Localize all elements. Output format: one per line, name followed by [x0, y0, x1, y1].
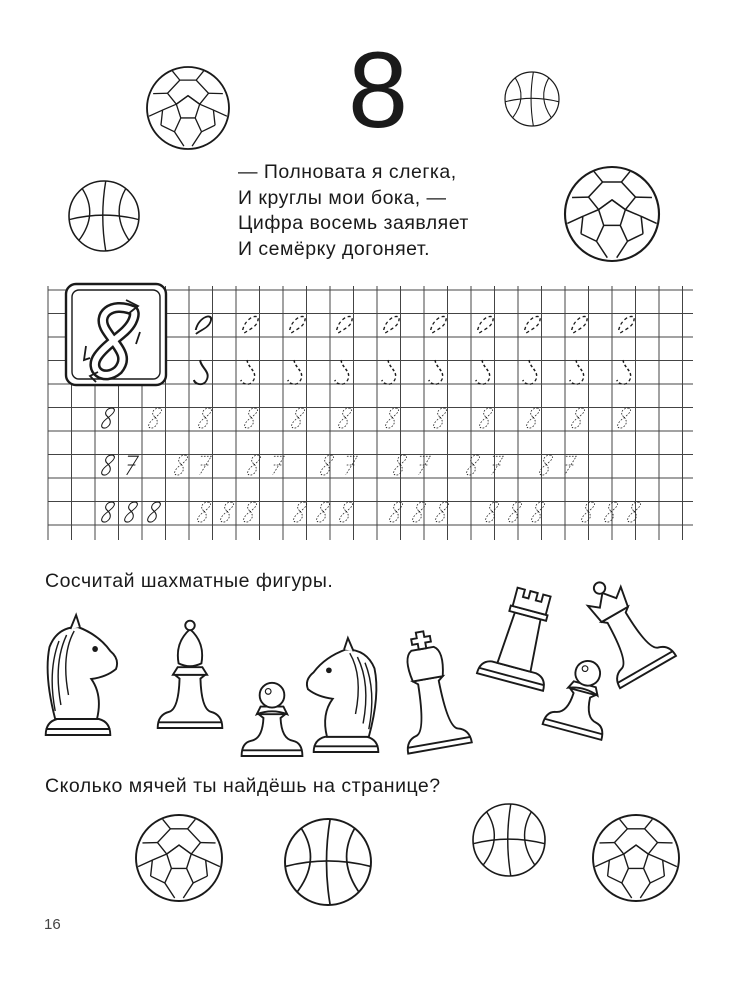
traced-digit [485, 502, 499, 522]
traced-digit [293, 502, 307, 522]
page-number: 16 [44, 916, 61, 933]
sample-digit-box [66, 284, 166, 385]
basketball [473, 804, 545, 876]
traced-digit [244, 408, 258, 428]
traced-digit [336, 316, 353, 334]
soccer-ball [593, 815, 679, 901]
traced-digit [291, 408, 305, 428]
poem-line-1: — Полновата я слегка, [238, 161, 457, 183]
traced-digit [430, 316, 447, 334]
traced-digit [435, 502, 449, 522]
pawn-piece [242, 683, 303, 756]
poem-line-2: И круглы мои бока, — [238, 186, 447, 209]
traced-digit [508, 502, 522, 522]
traced-digit [524, 316, 541, 334]
soccer-ball [565, 167, 659, 261]
traced-digit [320, 455, 334, 475]
traced-digit [338, 408, 352, 428]
sample-digit [147, 502, 161, 522]
king-piece [388, 626, 472, 753]
knight-piece [46, 615, 117, 735]
traced-digit [220, 502, 234, 522]
traced-digit [197, 456, 211, 475]
traced-digit [240, 360, 258, 384]
soccer-ball [136, 815, 222, 901]
basketball [285, 819, 371, 905]
traced-digit [571, 316, 588, 334]
traced-digit [569, 360, 587, 384]
traced-digit [428, 360, 446, 384]
basketball [505, 72, 559, 126]
traced-digit [316, 502, 330, 522]
rook-piece [477, 583, 567, 691]
sample-digit [101, 455, 115, 475]
traced-digit [571, 408, 585, 428]
soccer-ball [147, 67, 229, 149]
traced-digit [479, 408, 493, 428]
big-digit-8: 8 [347, 29, 409, 150]
pawn-piece [543, 653, 621, 739]
traced-digit [383, 316, 400, 334]
basketball [69, 181, 139, 251]
sample-digit [193, 360, 211, 384]
traced-digit [247, 455, 261, 475]
traced-digit [385, 408, 399, 428]
traced-digit [198, 408, 212, 428]
sample-digit [195, 316, 212, 334]
task-count-chess: Сосчитай шахматные фигуры. [45, 570, 334, 592]
sample-digit [101, 502, 115, 522]
bishop-piece [158, 621, 223, 728]
traced-digit [489, 456, 503, 475]
traced-digit [475, 360, 493, 384]
sample-digit [124, 502, 138, 522]
traced-digit [343, 456, 357, 475]
traced-digit [618, 316, 635, 334]
traced-digit [416, 456, 430, 475]
sample-digit [101, 408, 115, 428]
traced-digit [604, 502, 618, 522]
traced-digit [174, 455, 188, 475]
poem-line-4: И семёрку догоняет. [238, 237, 431, 260]
traced-digit [243, 502, 257, 522]
traced-digit [433, 408, 447, 428]
traced-digit [334, 360, 352, 384]
writing-practice [101, 316, 641, 522]
traced-digit [627, 502, 641, 522]
sample-digit [124, 456, 138, 475]
traced-digit [466, 455, 480, 475]
traced-digit [616, 360, 634, 384]
traced-digit [197, 502, 211, 522]
traced-digit [617, 408, 631, 428]
traced-digit [287, 360, 305, 384]
traced-digit [242, 316, 259, 334]
poem-line-3: Цифра восемь заявляет [238, 212, 469, 234]
task-count-balls: Сколько мячей ты найдёшь на странице? [45, 775, 441, 797]
traced-digit [148, 408, 162, 428]
knight-piece [307, 638, 378, 752]
traced-digit [522, 360, 540, 384]
traced-digit [477, 316, 494, 334]
traced-digit [526, 408, 540, 428]
traced-digit [289, 316, 306, 334]
traced-digit [270, 456, 284, 475]
traced-digit [381, 360, 399, 384]
traced-digit [562, 456, 576, 475]
traced-digit [339, 502, 353, 522]
traced-digit [531, 502, 545, 522]
